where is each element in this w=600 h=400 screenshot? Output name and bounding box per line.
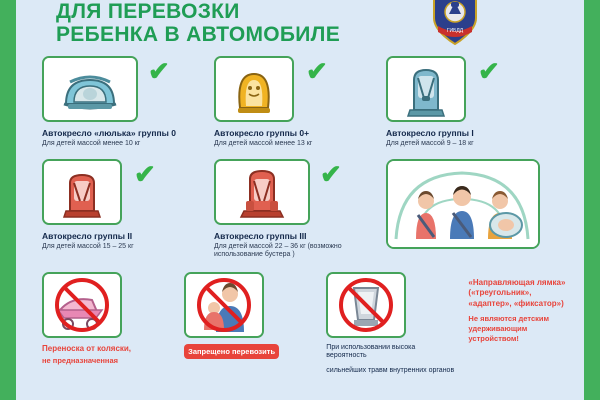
list-item — [42, 272, 172, 376]
prohibited-note-line2: сильнейших травм внутренних органов — [326, 366, 455, 374]
list-item — [184, 272, 314, 376]
item-caption: Автокресло группы II — [42, 230, 133, 241]
item-subcaption: Для детей массой 9 – 18 кг — [386, 140, 474, 147]
adapter-warning-line1: «Направляющая лямка» — [468, 277, 566, 287]
adapter-warning-line3: «адаптер», «фиксатор») — [468, 298, 564, 308]
list-item — [214, 56, 374, 149]
approved-check-icon: ✔ — [306, 56, 328, 86]
car-seat-group1-icon — [386, 56, 466, 122]
adult-holding-child-prohibited-icon — [184, 272, 264, 338]
prohibited-caption: Переноска от коляски, — [42, 343, 132, 353]
police-gibdd-emblem — [424, 0, 486, 50]
car-seat-group0plus-icon — [214, 56, 294, 122]
list-item — [386, 159, 546, 260]
item-caption: Автокресло группы III — [214, 230, 307, 241]
item-subcaption: Для детей массой 22 – 36 кг (возможно использование бустера ) — [214, 242, 342, 258]
left-green-edge-bar — [0, 0, 16, 400]
pram-carrier-prohibited-icon — [42, 272, 122, 338]
poster-inner — [16, 0, 584, 400]
adapter-warning-line6: устройством! — [468, 334, 519, 343]
approved-check-icon: ✔ — [134, 158, 156, 189]
items-row-3-prohibited — [42, 272, 578, 376]
list-item — [42, 56, 202, 149]
svg-text:ГИБДД: ГИБДД — [446, 28, 464, 34]
adapter-warning-line5: удерживающим — [468, 324, 528, 333]
list-item — [42, 159, 202, 260]
item-caption: Автокресло группы 0+ — [214, 128, 310, 138]
adapter-warning-block — [468, 272, 566, 376]
approved-check-icon: ✔ — [478, 56, 500, 86]
item-subcaption: Для детей массой менее 13 кг — [214, 140, 313, 147]
page-title-line1: ДЛЯ ПЕРЕВОЗКИ — [56, 0, 240, 23]
poster-header — [16, 0, 584, 56]
approved-check-icon: ✔ — [320, 158, 342, 189]
item-caption: Автокресло группы I — [386, 128, 474, 138]
prohibited-subcaption: не предназначенная — [42, 356, 118, 365]
list-item — [214, 159, 374, 260]
approved-check-icon: ✔ — [148, 56, 170, 86]
adapter-warning-line4: Не являются детским — [468, 314, 550, 323]
list-item — [386, 56, 546, 149]
baby-carrier-group0-icon — [42, 56, 138, 122]
adapter-warning-line2: («треугольник», — [468, 288, 532, 297]
page-title-line2: РЕБЕНКА В АВТОМОБИЛЕ — [56, 23, 341, 46]
list-item — [326, 272, 456, 376]
items-row-2 — [42, 159, 578, 260]
right-green-edge-bar — [584, 0, 600, 400]
item-subcaption: Для детей массой 15 – 25 кг — [42, 242, 134, 250]
car-seat-group2-icon — [42, 159, 122, 225]
item-subcaption: Для детей массой менее 10 кг — [42, 140, 141, 147]
item-caption: Автокресло «люлька» группы 0 — [42, 128, 176, 138]
car-interior-children-seatbelts-icon — [386, 159, 540, 249]
car-seat-group3-icon — [214, 159, 310, 225]
prohibited-banner: Запрещено перевозить — [184, 344, 279, 359]
items-row-1 — [42, 56, 578, 149]
page-title — [56, 0, 340, 46]
seatbelt-adapter-prohibited-icon — [326, 272, 406, 338]
items-grid — [42, 56, 578, 375]
prohibited-note-line1: При использовании высока вероятность — [326, 343, 416, 359]
